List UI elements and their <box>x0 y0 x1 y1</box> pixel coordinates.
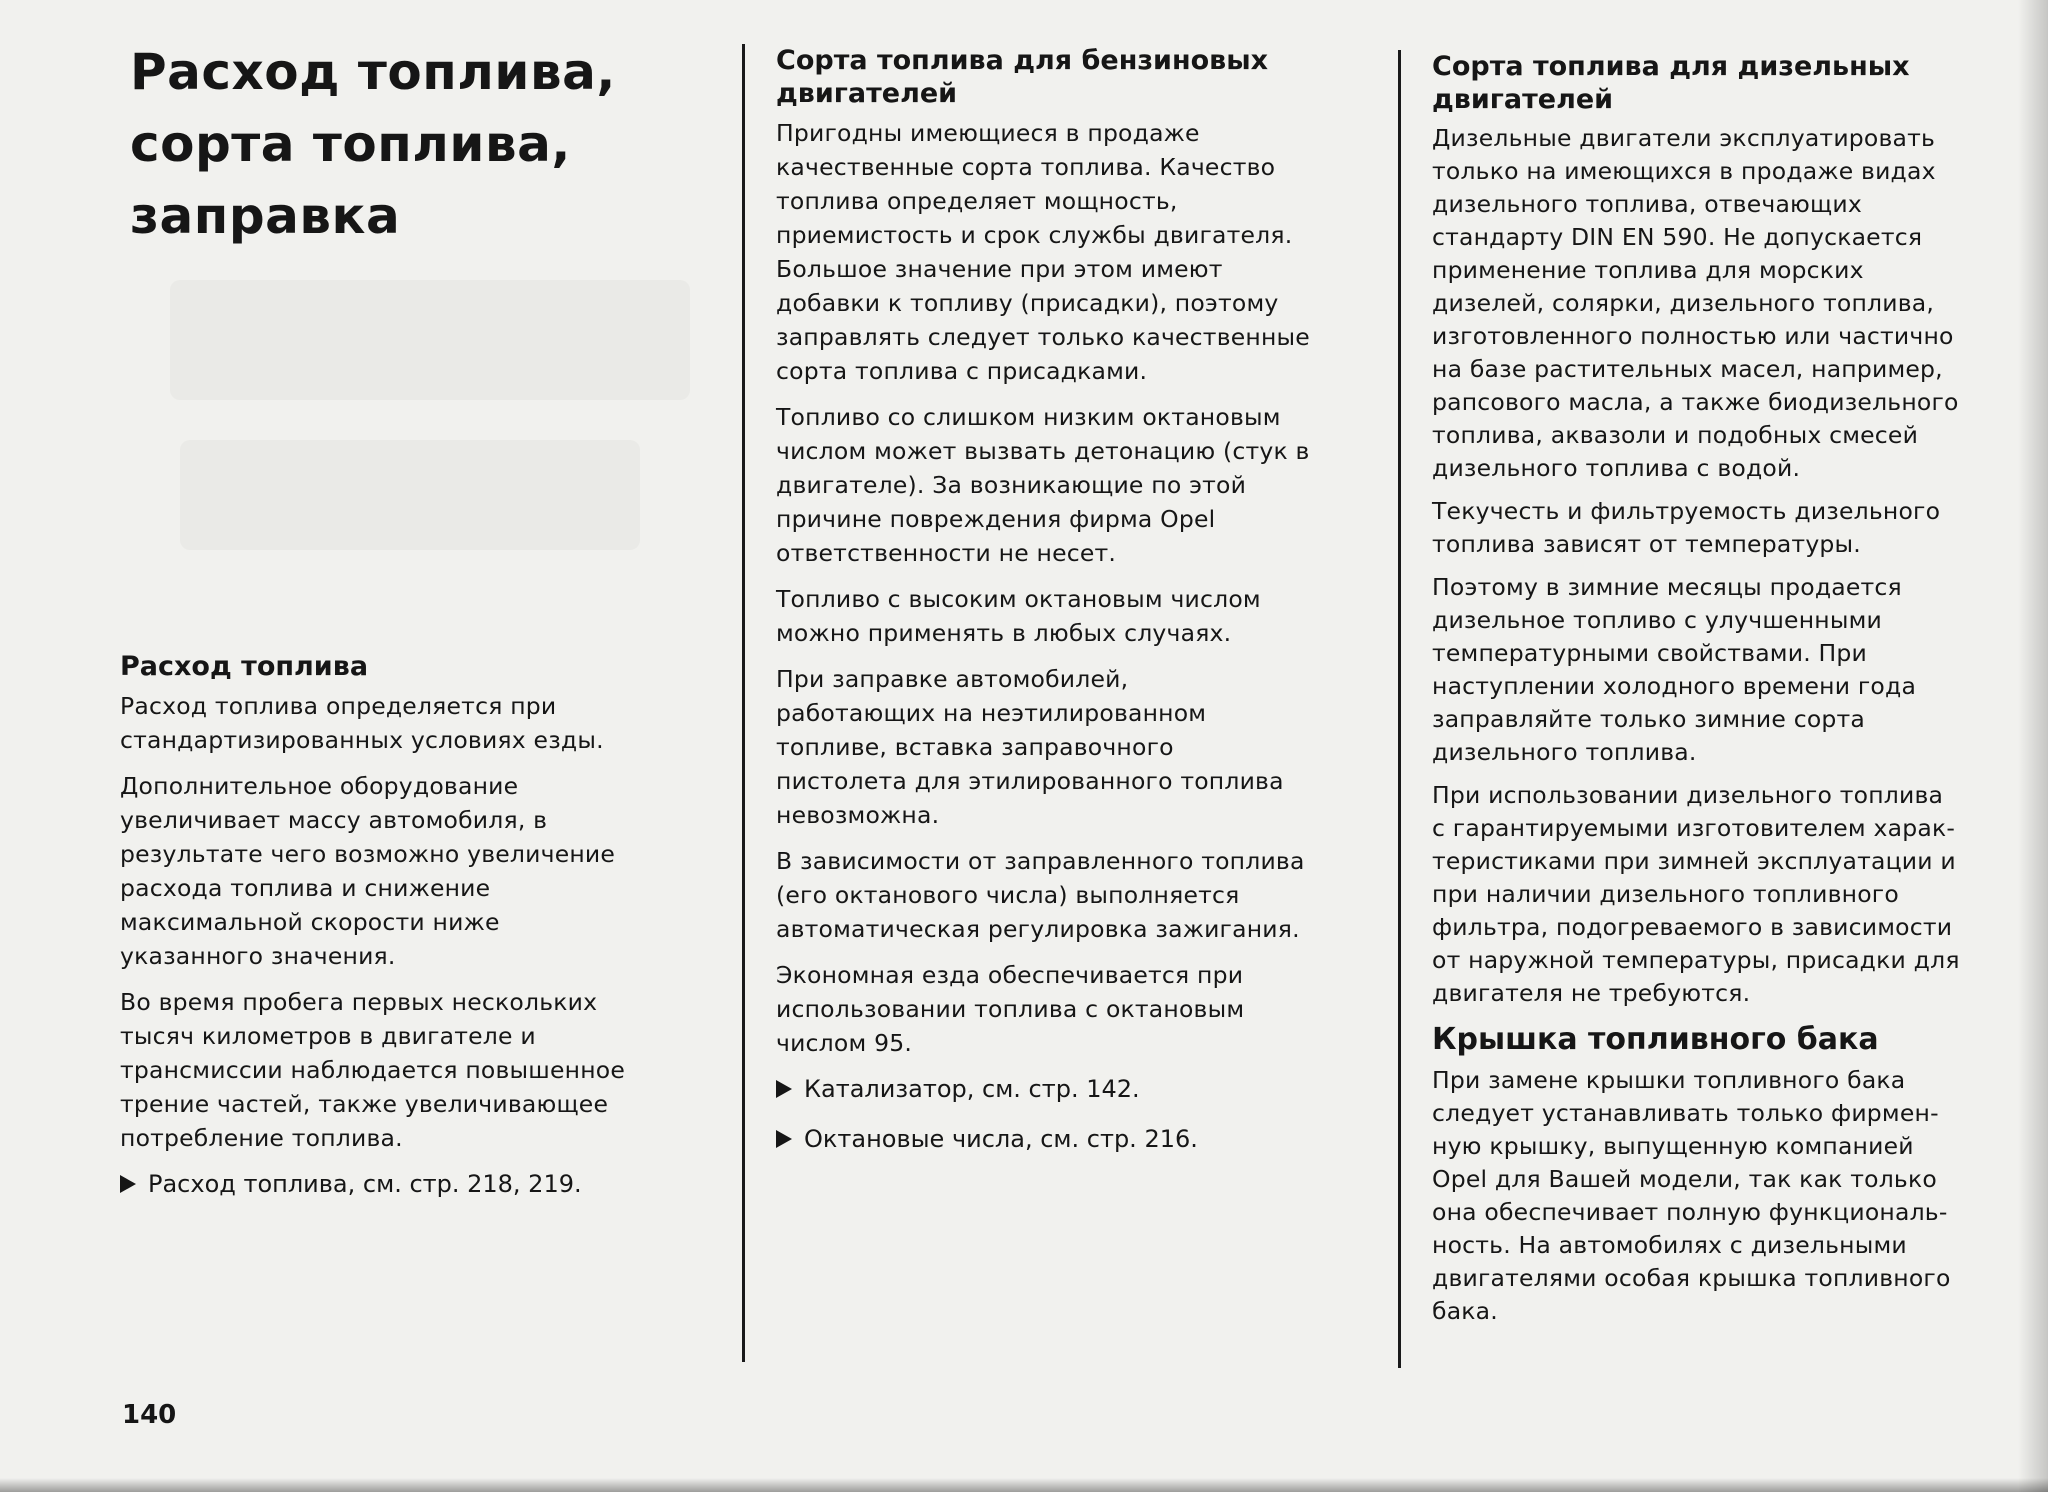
column-petrol-fuel-grades <box>776 44 1396 1172</box>
column-diesel-fuel-grades <box>1432 50 2022 1340</box>
paragraph: Пригодны имеющиеся в продаже качественные сорта топлива. Качество топлива определяет мощность, приемистость и срок службы двигателя. Большое значение при этом имеют добавки к топливу (присадки), поэтому заправлять следует только качественные сорта топлива с присадками. <box>776 119 1310 385</box>
page-number: 140 <box>122 1400 177 1430</box>
cross-reference-text: Катализатор, см. стр. 142. <box>804 1075 1140 1103</box>
pointer-arrow-icon <box>776 1080 792 1098</box>
cross-reference-text: Расход топлива, см. стр. 218, 219. <box>148 1170 582 1198</box>
page-gutter-shadow <box>2018 0 2048 1492</box>
cross-reference <box>776 1122 1396 1156</box>
column-divider <box>1398 50 1401 1368</box>
paragraph: Во время пробега первых нескольких тысяч километров в двигателе и трансмиссии наблюдается повышенное трение частей, также увеличивающее потребление топлива. <box>120 988 626 1152</box>
paragraph: Экономная езда обеспечивается при использовании топлива с октановым числом 95. <box>776 961 1245 1057</box>
column-divider <box>742 44 745 1362</box>
cross-reference <box>776 1072 1396 1106</box>
paragraph: Топливо с высоким октановым числом можно применять в любых случаях. <box>776 585 1261 647</box>
title-line-2: сорта топлива, <box>130 115 571 173</box>
cross-reference-text: Октановые числа, см. стр. 216. <box>804 1125 1198 1153</box>
title-line-3: заправка <box>130 187 401 245</box>
section-heading-fuel-consumption: Расход топлива <box>120 651 369 682</box>
paragraph: При замене крышки топливного бака следует устанавливать только фирмен- ную крышку, выпущенную компанией Opel для Вашей модели, так как только она обеспечивает полную функциональ- ность. На автомобилях с дизельными двигателями особая крышка топливного бака. <box>1432 1066 1951 1325</box>
pointer-arrow-icon <box>120 1175 136 1193</box>
section-heading-diesel-engines: Сорта топлива для дизельных двигателей <box>1432 51 1910 115</box>
pointer-arrow-icon <box>776 1130 792 1148</box>
paragraph: При заправке автомобилей, работающих на неэтилированном топливе, вставка заправочного пистолета для этилированного топлива невозможна. <box>776 665 1284 829</box>
paragraph: При использовании дизельного топлива с гарантируемыми изготовителем харак- теристиками при зимней эксплуатации и при наличии дизельного топливного фильтра, подогреваемого в зависимости от наружной температуры, присадки для двигателя не требуются. <box>1432 781 1960 1007</box>
paragraph: Дизельные двигатели эксплуатировать только на имеющихся в продаже видах дизельного топлива, отвечающих стандарту DIN EN 590. Не допускается применение топлива для морских дизелей, солярки, дизельного топлива, изготовленного полностью или частично на базе растительных масел, например, рапсового масла, а также биодизельного топлива, аквазоли и подобных смесей дизельного топлива с водой. <box>1432 124 1959 482</box>
page-bottom-edge <box>0 1478 2048 1492</box>
paragraph: В зависимости от заправленного топлива (его октанового числа) выполняется автоматическая регулировка зажигания. <box>776 847 1305 943</box>
paragraph: Расход топлива определяется при стандартизированных условиях езды. <box>120 692 604 754</box>
title-line-1: Расход топлива, <box>130 43 616 101</box>
paragraph: Топливо со слишком низким октановым числом может вызвать детонацию (стук в двигателе). За возникающие по этой причине повреждения фирма Opel ответственности не несет. <box>776 403 1310 567</box>
paragraph: Поэтому в зимние месяцы продается дизельное топливо с улучшенными температурными свойствами. При наступлении холодного времени года заправляйте только зимние сорта дизельного топлива. <box>1432 573 1917 766</box>
column-fuel-consumption <box>120 650 720 1217</box>
cross-reference <box>120 1167 720 1201</box>
paragraph: Текучесть и фильтруемость дизельного топлива зависят от температуры. <box>1432 497 1941 558</box>
show-through-smudge <box>170 280 690 400</box>
page-title <box>130 36 690 252</box>
show-through-smudge <box>180 440 640 550</box>
section-heading-fuel-cap: Крышка топливного бака <box>1432 1022 1879 1057</box>
paragraph: Дополнительное оборудование увеличивает массу автомобиля, в результате чего возможно увеличение расхода топлива и снижение максимальной скорости ниже указанного значения. <box>120 772 616 970</box>
section-heading-petrol-engines: Сорта топлива для бензиновых двигателей <box>776 45 1269 109</box>
